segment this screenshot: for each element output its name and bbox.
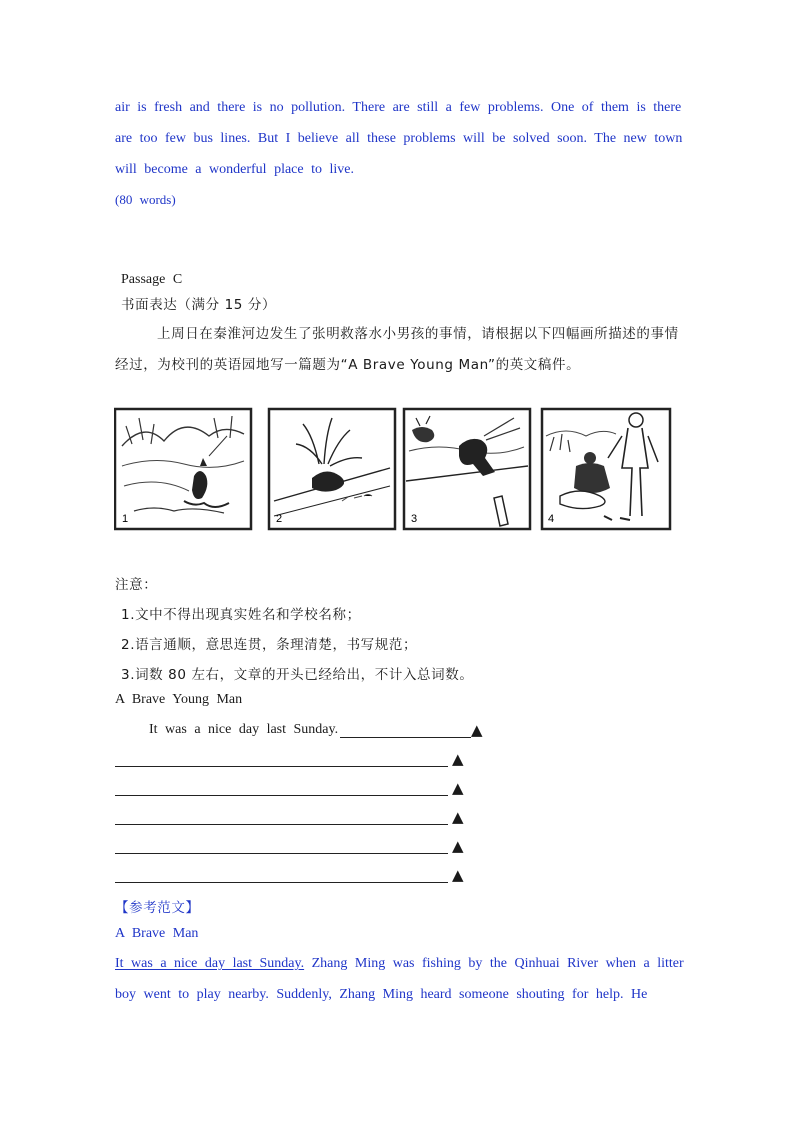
panel-1-number: 1 — [122, 513, 129, 525]
essay-line-3: will become a wonderful place to live. — [115, 162, 354, 177]
triangle-marker-3: ▲ — [452, 779, 464, 797]
answer-line-1[interactable] — [340, 737, 471, 738]
passage-title: Passage C — [121, 272, 183, 287]
panel-4-illustration — [542, 409, 670, 529]
note-item-3: 3.词数 80 左右，文章的开头已经给出，不计入总词数。 — [121, 667, 474, 683]
reference-opening-underlined: It was a nice day last Sunday. — [115, 956, 305, 971]
triangle-marker-6: ▲ — [452, 866, 464, 884]
panel-1-illustration — [115, 409, 251, 529]
triangle-marker-5: ▲ — [452, 837, 464, 855]
triangle-marker-1: ▲ — [471, 721, 483, 739]
answer-line-6[interactable] — [115, 882, 448, 883]
essay-line-1: air is fresh and there is no pollution. There are still a few problems. One of them is there — [115, 100, 682, 115]
writing-title: A Brave Young Man — [115, 692, 243, 707]
triangle-marker-4: ▲ — [452, 808, 464, 826]
reference-line-1-rest: Zhang Ming was fishing by the Qinhuai River when a litter — [304, 956, 684, 971]
panel-3-number: 3 — [411, 513, 418, 525]
prompt-line-1: 上周日在秦淮河边发生了张明救落水小男孩的事情，请根据以下四幅画所描述的事情 — [157, 326, 679, 342]
answer-line-4[interactable] — [115, 824, 448, 825]
reference-heading: 【参考范文】 — [115, 900, 200, 916]
panel-3-illustration — [404, 409, 530, 529]
panel-2-number: 2 — [276, 513, 283, 525]
prompt-line-2: 经过，为校刊的英语园地写一篇题为“A Brave Young Man”的英文稿件。 — [115, 357, 581, 373]
writing-opening: It was a nice day last Sunday. — [149, 722, 339, 737]
word-count: (80 words) — [115, 192, 176, 207]
task-label: 书面表达（满分 15 分） — [121, 297, 277, 313]
answer-line-2[interactable] — [115, 766, 448, 767]
answer-line-5[interactable] — [115, 853, 448, 854]
essay-line-2: are too few bus lines. But I believe all these problems will be solved soon. The new town — [115, 131, 683, 146]
panel-2-illustration — [269, 409, 395, 529]
note-item-2: 2.语言通顺，意思连贯，条理清楚，书写规范； — [121, 637, 418, 653]
notes-heading: 注意： — [115, 577, 158, 593]
answer-line-3[interactable] — [115, 795, 448, 796]
illustration-strip — [114, 406, 672, 532]
panel-4-number: 4 — [548, 513, 555, 525]
reference-title: A Brave Man — [115, 926, 199, 941]
note-item-1: 1.文中不得出现真实姓名和学校名称； — [121, 607, 361, 623]
reference-line-2: boy went to play nearby. Suddenly, Zhang Ming heard someone shouting for help. He — [115, 987, 648, 1002]
reference-line-1 — [115, 956, 684, 972]
triangle-marker-2: ▲ — [452, 750, 464, 768]
